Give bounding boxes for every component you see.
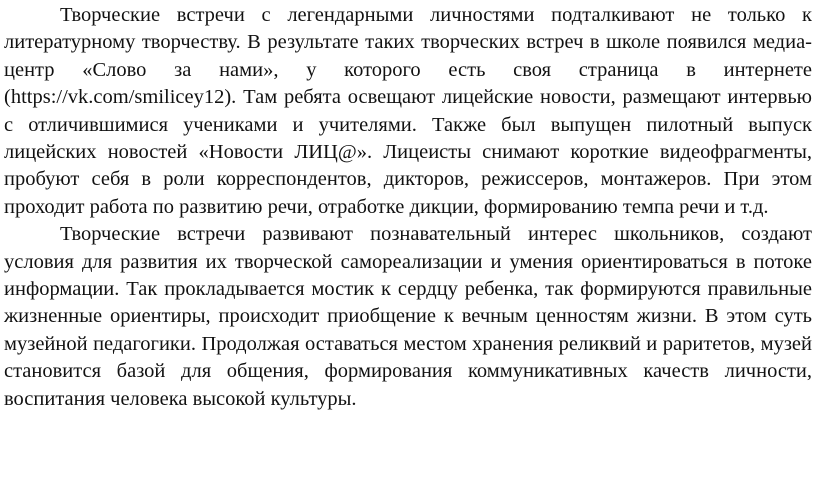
paragraph-media-center: Творческие встречи с легендарными личностями подталкивают не только к литературному творчеству. В результате таких творческих встреч в школе появился медиа-центр «Слово за нами», у которого есть своя страница в интернете (https://vk.com/smilicey12). Там ребята освещают лицейские новости, размещают интервью с отличившимися учениками и учителями. Также был выпущен пилотный выпуск лицейских новостей «Новости ЛИЦ@». Лицеисты снимают короткие видеофрагменты, пробуют себя в роли корреспондентов, дикторов, режиссеров, монтажеров. При этом проходит работа по развитию речи, отработке дикции, формированию темпа речи и т.д. xyxy=(4,4,812,218)
paragraph-museum-pedagogy: Творческие встречи развивают познавательный интерес школьников, создают условия для развития их творческой самореализации и умения ориентироваться в потоке информации. Так прокладывается мостик к сердцу ребенка, так формируются правильные жизненные ориентиры, происходит приобщение к вечным ценностям жизни. В этом суть музейной педагогики. Продолжая оставаться местом хранения реликвий и раритетов, музей становится базой для общения, формирования коммуникативных качеств личности, воспитания человека высокой культуры. xyxy=(4,223,812,410)
